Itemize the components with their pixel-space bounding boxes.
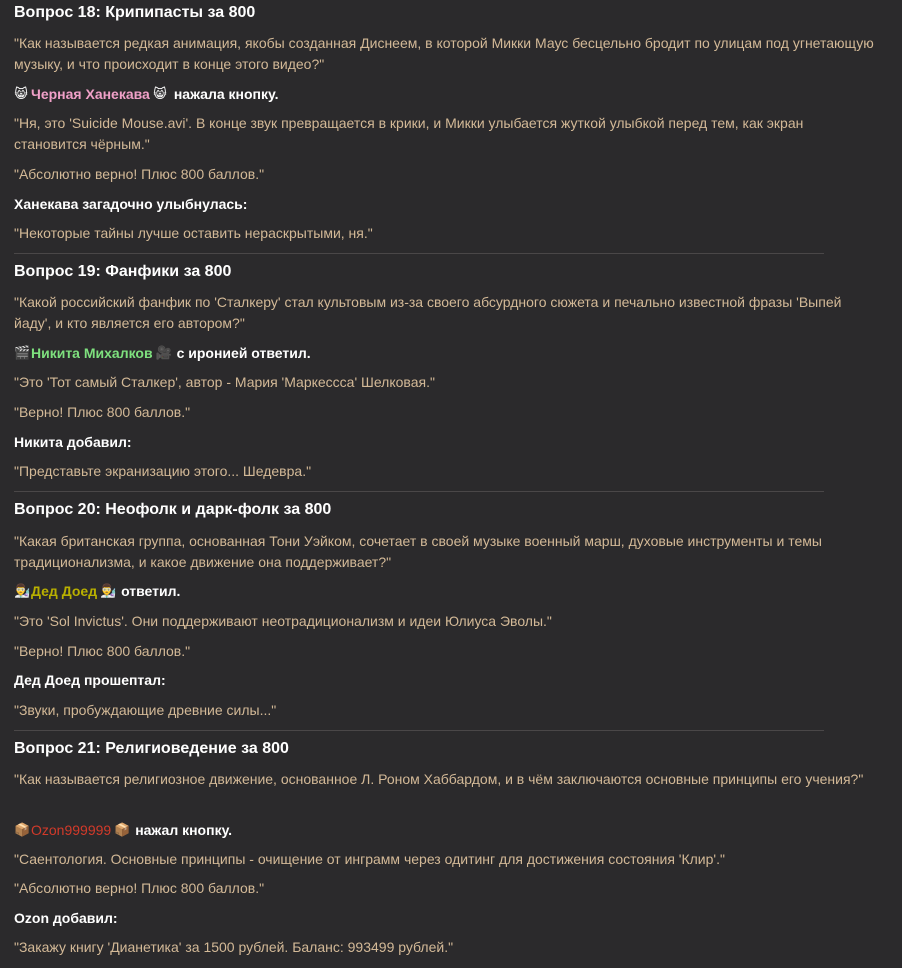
- comment-text: "Представьте экранизацию этого... Шедевра.": [14, 463, 312, 479]
- comment-text: "Некоторые тайны лучше оставить нераскрытыми, ня.": [14, 225, 373, 241]
- comment-text: "Звуки, пробуждающие древние силы...": [14, 702, 277, 718]
- question-text: "Какой российский фанфик по 'Сталкеру' стал культовым из-за своего абсурдного сюжета и печально известной фразы 'Выпей йаду', и кто является его автором?": [14, 294, 842, 331]
- username: Дед Доед: [31, 583, 98, 599]
- action-verb: нажал кнопку.: [135, 822, 233, 838]
- package-icon: 📦: [14, 822, 31, 837]
- question-text: "Какая британская группа, основанная Тони Уэйком, сочетает в своей музыке военный марш, духовые инструменты и темы традиционализма, и какое движение она поддерживает?": [14, 533, 822, 570]
- speaker-line: Ozon добавил:: [14, 910, 118, 926]
- action-verb: нажала кнопку.: [173, 86, 279, 102]
- divider: [14, 730, 824, 731]
- username: Ozon999999: [31, 822, 112, 838]
- user-action: [14, 581, 180, 601]
- question-heading: Вопрос 18: Крипипасты за 800: [14, 4, 256, 21]
- scientist-icon: 👨‍🔬: [14, 583, 31, 598]
- divider: [14, 253, 824, 254]
- verdict-text: "Абсолютно верно! Плюс 800 баллов.": [14, 166, 265, 182]
- scientist-icon: 👨‍🔬: [100, 583, 117, 598]
- question-heading: Вопрос 21: Религиоведение за 800: [14, 740, 289, 757]
- cat-face-icon: 😸: [14, 86, 28, 101]
- verdict-text: "Абсолютно верно! Плюс 800 баллов.": [14, 880, 265, 896]
- question-text: "Как называется религиозное движение, основанное Л. Роном Хаббардом, и в чём заключаются основные принципы его учения?": [14, 771, 864, 787]
- username: Никита Михалков: [31, 345, 153, 361]
- verdict-text: "Верно! Плюс 800 баллов.": [14, 643, 191, 659]
- verdict-text: "Верно! Плюс 800 баллов.": [14, 404, 191, 420]
- answer-text: "Это 'Sol Invictus'. Они поддерживают неотрадиционализм и идеи Юлиуса Эволы.": [14, 613, 552, 629]
- comment-text: "Закажу книгу 'Дианетика' за 1500 рублей. Баланс: 993499 рублей.": [14, 939, 454, 955]
- clapperboard-icon: 🎬: [14, 345, 31, 360]
- answer-text: "Ня, это 'Suicide Mouse.avi'. В конце звук превращается в крики, и Микки улыбается жуткой улыбкой перед тем, как экран становится чёрным.": [14, 115, 804, 152]
- user-action: [14, 343, 311, 363]
- speaker-line: Ханекава загадочно улыбнулась:: [14, 196, 248, 212]
- user-action: [14, 84, 278, 104]
- answer-text: "Саентология. Основные принципы - очищение от инграмм через одитинг для достижения состояния 'Клир'.": [14, 851, 725, 867]
- answer-text: "Это 'Тот самый Сталкер', автор - Мария 'Маркессса' Шелковая.": [14, 374, 435, 390]
- question-heading: Вопрос 19: Фанфики за 800: [14, 263, 232, 280]
- user-action: [14, 820, 232, 840]
- cat-face-icon: 😸: [153, 86, 167, 101]
- question-heading: Вопрос 20: Неофолк и дарк-фолк за 800: [14, 501, 332, 518]
- speaker-line: Никита добавил:: [14, 434, 132, 450]
- action-verb: ответил.: [121, 583, 181, 599]
- username: Черная Ханекава: [31, 86, 150, 102]
- speaker-line: Дед Доед прошептал:: [14, 672, 166, 688]
- action-verb: с иронией ответил.: [176, 345, 311, 361]
- question-text: "Как называется редкая анимация, якобы созданная Диснеем, в которой Микки Маус бесцельно бродит по улицам под угнетающую музыку, и что происходит в конце этого видео?": [14, 35, 874, 72]
- divider: [14, 491, 824, 492]
- package-icon: 📦: [114, 822, 131, 837]
- movie-camera-icon: 🎥: [155, 345, 172, 360]
